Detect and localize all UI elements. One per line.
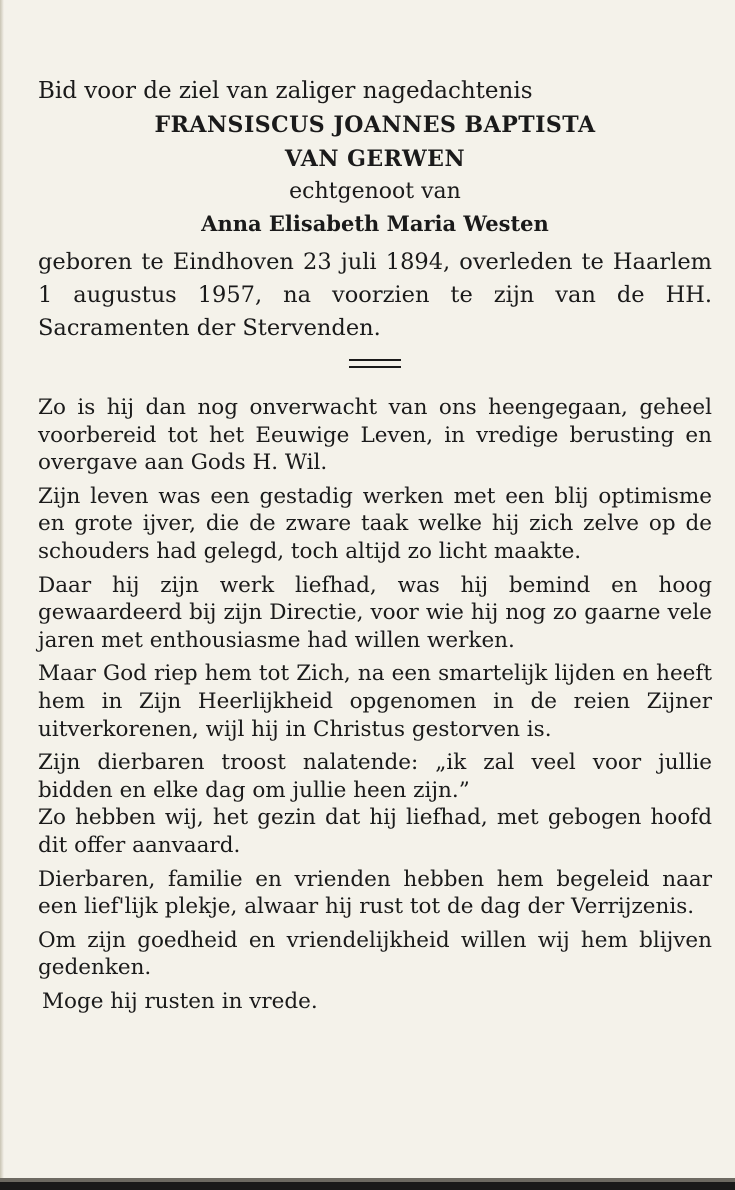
card-edge [0, 0, 4, 1190]
spouse-name: Anna Elisabeth Maria Westen [201, 211, 549, 236]
closing-line: Moge hij rusten in vrede. [42, 988, 318, 1014]
deceased-name-line-2: VAN GERWEN [284, 146, 466, 172]
body-text [38, 394, 712, 1016]
intro-line: Bid voor de ziel van zaliger nagedachtenis [38, 78, 533, 104]
paragraph-2: Zijn leven was een gestadig werken met een blij optimisme en grote ijver, die de zware taak welke hij zich zelve op de schouders had gelegd, toch altijd zo licht maakte. [38, 483, 712, 564]
paragraph-6: Zo hebben wij, het gezin dat hij liefhad, met gebogen hoofd dit offer aanvaard. [38, 805, 712, 858]
paragraph-5: Zijn dierbaren troost nalatende: „ik zal veel voor jullie bidden en elke dag om jullie heen zijn.” [38, 750, 712, 803]
birth-death-text: geboren te Eindhoven 23 juli 1894, overleden te Haarlem 1 augustus 1957, na voorzien te zijn van de HH. Sacramenten der Stervenden. [38, 249, 712, 341]
paragraph-8: Om zijn goedheid en vriendelijkheid willen wij hem blijven gedenken. [38, 927, 712, 981]
paragraph-1: Zo is hij dan nog onverwacht van ons heengegaan, geheel voorbereid tot het Eeuwige Leven, in vredige berusting en overgave aan Gods H. Wil. [38, 395, 712, 476]
spouse-label: echtgenoot van [289, 179, 461, 204]
paragraph-7: Dierbaren, familie en vrienden hebben hem begeleid naar een lief'lijk plekje, alwaar hij rust tot de dag der Verrijzenis. [38, 866, 712, 920]
paragraph-4: Maar God riep hem tot Zich, na een smartelijk lijden en heeft hem in Zijn Heerlijkheid opgenomen in de reien Zijner uitverkorenen, wijl hij in Christus gestorven is. [38, 661, 712, 742]
bottom-border [0, 1182, 735, 1190]
card-content [38, 74, 712, 1016]
paragraph-3: Daar hij zijn werk liefhad, was hij bemind en hoog gewaardeerd bij zijn Directie, voor wie hij nog zo gaarne vele jaren met enthousiasme had willen werken. [38, 572, 712, 653]
double-rule-divider [349, 359, 401, 368]
deceased-name-line-1: FRANSISCUS JOANNES BAPTISTA [154, 112, 596, 138]
